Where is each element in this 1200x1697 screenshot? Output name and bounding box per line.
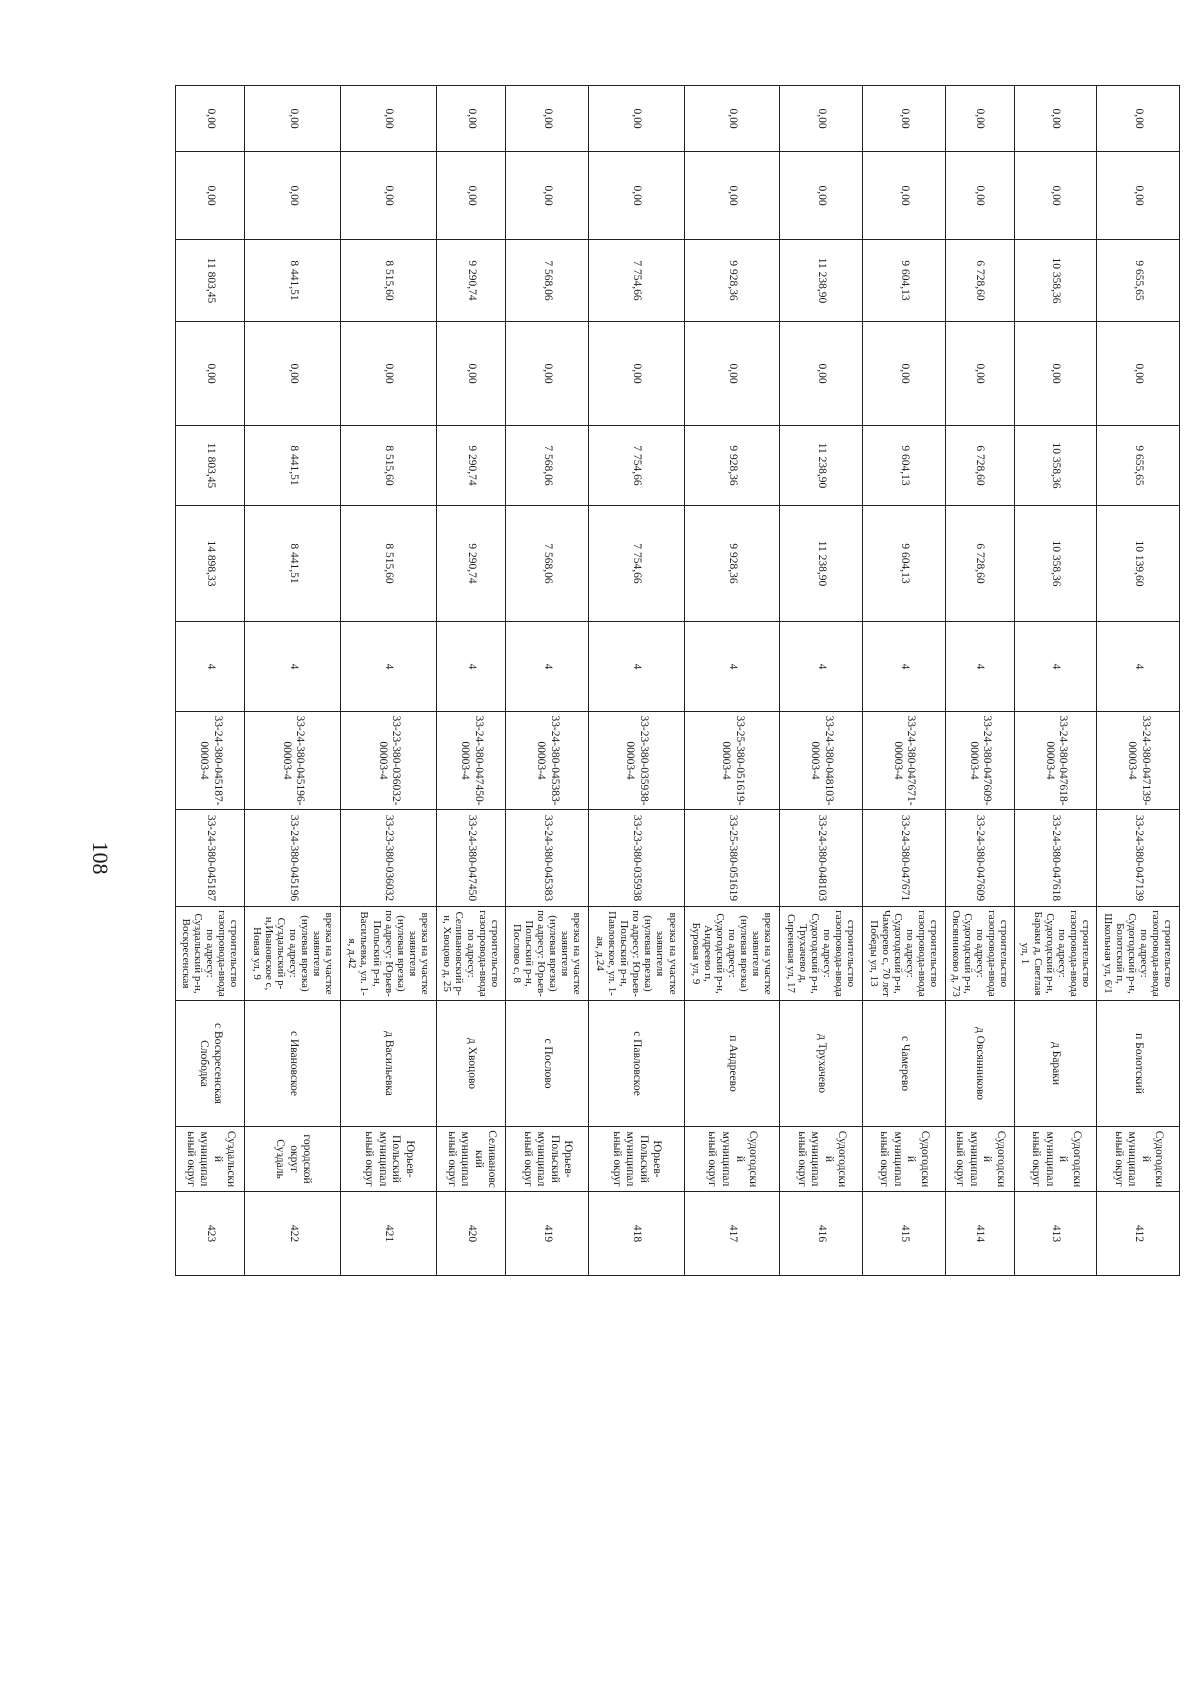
- description-cell: строительство газопровода-ввода по адресу: Селивановский р-н, Хвоцово д, 25: [436, 907, 505, 1001]
- locality-cell: п Болотский: [1097, 1001, 1180, 1127]
- value-cell-2: 11 238,90: [780, 426, 863, 506]
- district-cell: городской округ Суздаль: [245, 1127, 341, 1192]
- locality-cell: д Бараки: [1014, 1001, 1097, 1127]
- value-cell-4: 9 604,13: [862, 240, 945, 322]
- application-code-cell: 33-24-380-047450: [436, 810, 505, 907]
- value-cell-6: 0,00: [862, 86, 945, 152]
- row-number-cell: 420: [436, 1192, 505, 1276]
- value-cell-4: 7 568,06: [506, 240, 589, 322]
- description-cell: врезка на участке заявителя (нулевая врезка) по адресу: Юрьев-Польский р-н, Пословo с, 8: [506, 907, 589, 1001]
- locality-cell: д Васильевка: [341, 1001, 437, 1127]
- row-number-cell: 416: [780, 1192, 863, 1276]
- table-row: [684, 86, 780, 1276]
- value-cell-4: 9 928,36: [684, 240, 780, 322]
- value-cell-1: 8 441,51: [245, 506, 341, 622]
- locality-cell: с Павловское: [588, 1001, 684, 1127]
- value-cell-1: 7 568,06: [506, 506, 589, 622]
- value-cell-6: 0,00: [945, 86, 1014, 152]
- table-row: [945, 86, 1014, 1276]
- value-cell-1: 9 604,13: [862, 506, 945, 622]
- locality-cell: с Ивановское: [245, 1001, 341, 1127]
- locality-cell: с Пословo: [506, 1001, 589, 1127]
- value-cell-3: 0,00: [780, 322, 863, 426]
- row-number-cell: 415: [862, 1192, 945, 1276]
- locality-cell: д Трухачево: [780, 1001, 863, 1127]
- value-cell-2: 8 515,60: [341, 426, 437, 506]
- value-cell-6: 0,00: [1014, 86, 1097, 152]
- locality-cell: д Хвоцово: [436, 1001, 505, 1127]
- contract-number-cell: 33-23-380-035938-00003-4: [588, 712, 684, 810]
- value-cell-3: 0,00: [436, 322, 505, 426]
- contract-number-cell: 33-24-380-045187-00003-4: [176, 712, 245, 810]
- category-cell: 4: [341, 622, 437, 712]
- value-cell-6: 0,00: [506, 86, 589, 152]
- value-cell-5: 0,00: [245, 152, 341, 240]
- description-cell: строительство газопровода-ввода по адресу: Судогодский р-н, Овсянниково д, 73: [945, 907, 1014, 1001]
- table-row: [436, 86, 505, 1276]
- description-cell: строительство газопровода-ввода по адресу: Судогодский р-н, Болотский п, Школьная ул, 6/1: [1097, 907, 1180, 1001]
- locality-cell: с Чамерево: [862, 1001, 945, 1127]
- value-cell-6: 0,00: [1097, 86, 1180, 152]
- value-cell-6: 0,00: [341, 86, 437, 152]
- application-code-cell: 33-24-380-047671: [862, 810, 945, 907]
- contract-number-cell: 33-24-380-045383-00003-4: [506, 712, 589, 810]
- value-cell-5: 0,00: [945, 152, 1014, 240]
- category-cell: 4: [945, 622, 1014, 712]
- value-cell-3: 0,00: [506, 322, 589, 426]
- value-cell-2: 7 568,06: [506, 426, 589, 506]
- value-cell-1: 10 139,60: [1097, 506, 1180, 622]
- category-cell: 4: [1097, 622, 1180, 712]
- district-cell: Суздальский муниципальный округ: [176, 1127, 245, 1192]
- table-row: [588, 86, 684, 1276]
- contract-number-cell: 33-24-380-047450-00003-4: [436, 712, 505, 810]
- district-cell: Юрьев-Польский муниципальный округ: [588, 1127, 684, 1192]
- value-cell-6: 0,00: [684, 86, 780, 152]
- value-cell-4: 11 238,90: [780, 240, 863, 322]
- value-cell-6: 0,00: [176, 86, 245, 152]
- row-number-cell: 421: [341, 1192, 437, 1276]
- description-cell: врезка на участке заявителя (нулевая врезка) по адресу: Юрьев-Польский р-н, Васильевка, ул. 1-я, д.42: [341, 907, 437, 1001]
- value-cell-3: 0,00: [1097, 322, 1180, 426]
- category-cell: 4: [780, 622, 863, 712]
- contract-number-cell: 33-23-380-036032-00003-4: [341, 712, 437, 810]
- row-number-cell: 419: [506, 1192, 589, 1276]
- contract-number-cell: 33-24-380-047671-00003-4: [862, 712, 945, 810]
- value-cell-4: 6 728,60: [945, 240, 1014, 322]
- row-number-cell: 422: [245, 1192, 341, 1276]
- table-row: [780, 86, 863, 1276]
- category-cell: 4: [862, 622, 945, 712]
- value-cell-1: 11 238,90: [780, 506, 863, 622]
- table-row: [245, 86, 341, 1276]
- value-cell-1: 7 754,66: [588, 506, 684, 622]
- value-cell-6: 0,00: [436, 86, 505, 152]
- value-cell-4: 10 358,36: [1014, 240, 1097, 322]
- value-cell-2: 9 290,74: [436, 426, 505, 506]
- value-cell-1: 14 898,33: [176, 506, 245, 622]
- data-table: [175, 85, 1180, 1276]
- district-cell: Судогодский муниципальный округ: [945, 1127, 1014, 1192]
- value-cell-4: 9 290,74: [436, 240, 505, 322]
- value-cell-4: 11 803,45: [176, 240, 245, 322]
- application-code-cell: 33-24-380-047618: [1014, 810, 1097, 907]
- row-number-cell: 417: [684, 1192, 780, 1276]
- locality-cell: п Андреево: [684, 1001, 780, 1127]
- description-cell: строительство газопровода-ввода по адресу: Судогодский р-н, Трухачево д, Сиреневая ул, 17: [780, 907, 863, 1001]
- value-cell-5: 0,00: [588, 152, 684, 240]
- contract-number-cell: 33-24-380-047618-00003-4: [1014, 712, 1097, 810]
- category-cell: 4: [588, 622, 684, 712]
- category-cell: 4: [176, 622, 245, 712]
- locality-cell: с Воскресенская Слободка: [176, 1001, 245, 1127]
- rotated-table-container: [175, 85, 1180, 1243]
- value-cell-1: 10 358,36: [1014, 506, 1097, 622]
- value-cell-4: 7 754,66: [588, 240, 684, 322]
- district-cell: Судогодский муниципальный округ: [1097, 1127, 1180, 1192]
- value-cell-4: 8 515,60: [341, 240, 437, 322]
- value-cell-3: 0,00: [245, 322, 341, 426]
- value-cell-5: 0,00: [1097, 152, 1180, 240]
- district-cell: Юрьев-Польский муниципальный округ: [341, 1127, 437, 1192]
- description-cell: врезка на участке заявителя (нулевая врезка) по адресу: Судогодский р-н, Андреево п, Буровая ул, 9: [684, 907, 780, 1001]
- application-code-cell: 33-23-380-036032: [341, 810, 437, 907]
- value-cell-3: 0,00: [341, 322, 437, 426]
- value-cell-1: 9 290,74: [436, 506, 505, 622]
- description-cell: строительство газопровода-ввода по адресу: Судогодский р-н, Бараки д, Светлая ул, 1: [1014, 907, 1097, 1001]
- contract-number-cell: 33-24-380-045196-00003-4: [245, 712, 341, 810]
- table-row: [506, 86, 589, 1276]
- value-cell-2: 10 358,36: [1014, 426, 1097, 506]
- table-row: [862, 86, 945, 1276]
- table-row: [1014, 86, 1097, 1276]
- value-cell-1: 8 515,60: [341, 506, 437, 622]
- value-cell-3: 0,00: [684, 322, 780, 426]
- value-cell-2: 11 803,45: [176, 426, 245, 506]
- value-cell-2: 6 728,60: [945, 426, 1014, 506]
- district-cell: Юрьев-Польский муниципальный округ: [506, 1127, 589, 1192]
- value-cell-5: 0,00: [862, 152, 945, 240]
- application-code-cell: 33-25-380-051619: [684, 810, 780, 907]
- application-code-cell: 33-24-380-045383: [506, 810, 589, 907]
- category-cell: 4: [1014, 622, 1097, 712]
- value-cell-1: 9 928,36: [684, 506, 780, 622]
- district-cell: Судогодский муниципальный округ: [780, 1127, 863, 1192]
- description-cell: врезка на участке заявителя (нулевая врезка) по адресу: Юрьев-Польский р-н, Павловское, ул. 1-ая, д.24: [588, 907, 684, 1001]
- row-number-cell: 423: [176, 1192, 245, 1276]
- value-cell-3: 0,00: [1014, 322, 1097, 426]
- value-cell-5: 0,00: [1014, 152, 1097, 240]
- locality-cell: д Овсянниково: [945, 1001, 1014, 1127]
- application-code-cell: 33-24-380-045187: [176, 810, 245, 907]
- district-cell: Судогодский муниципальный округ: [862, 1127, 945, 1192]
- application-code-cell: 33-24-380-047139: [1097, 810, 1180, 907]
- value-cell-3: 0,00: [945, 322, 1014, 426]
- value-cell-2: 8 441,51: [245, 426, 341, 506]
- value-cell-3: 0,00: [588, 322, 684, 426]
- contract-number-cell: 33-24-380-047609-00003-4: [945, 712, 1014, 810]
- contract-number-cell: 33-24-380-047139-00003-4: [1097, 712, 1180, 810]
- category-cell: 4: [245, 622, 341, 712]
- value-cell-6: 0,00: [588, 86, 684, 152]
- category-cell: 4: [684, 622, 780, 712]
- category-cell: 4: [436, 622, 505, 712]
- value-cell-3: 0,00: [176, 322, 245, 426]
- application-code-cell: 33-24-380-048103: [780, 810, 863, 907]
- page-number: 108: [88, 841, 113, 875]
- table-row: [1097, 86, 1180, 1276]
- district-cell: Судогодский муниципальный округ: [1014, 1127, 1097, 1192]
- value-cell-2: 9 655,65: [1097, 426, 1180, 506]
- application-code-cell: 33-24-380-047609: [945, 810, 1014, 907]
- district-cell: Селивановский муниципальный округ: [436, 1127, 505, 1192]
- value-cell-6: 0,00: [780, 86, 863, 152]
- value-cell-4: 8 441,51: [245, 240, 341, 322]
- description-cell: строительство газопровода-ввода по адресу: Судогодский р-н, Чамерево с, 70 лет Победы ул, 13: [862, 907, 945, 1001]
- value-cell-5: 0,00: [684, 152, 780, 240]
- table-row: [341, 86, 437, 1276]
- description-cell: строительство газопровода-ввода по адресу: Суздальский р-н, Воскресенская: [176, 907, 245, 1001]
- value-cell-2: 9 604,13: [862, 426, 945, 506]
- row-number-cell: 412: [1097, 1192, 1180, 1276]
- value-cell-2: 9 928,36: [684, 426, 780, 506]
- value-cell-5: 0,00: [436, 152, 505, 240]
- value-cell-5: 0,00: [506, 152, 589, 240]
- value-cell-5: 0,00: [176, 152, 245, 240]
- row-number-cell: 413: [1014, 1192, 1097, 1276]
- application-code-cell: 33-24-380-045196: [245, 810, 341, 907]
- value-cell-3: 0,00: [862, 322, 945, 426]
- description-cell: врезка на участке заявителя (нулевая врезка) по адресу: Суздальский р-н,Ивановское с, Новая ул, 9: [245, 907, 341, 1001]
- category-cell: 4: [506, 622, 589, 712]
- district-cell: Судогодский муниципальный округ: [684, 1127, 780, 1192]
- row-number-cell: 414: [945, 1192, 1014, 1276]
- table-row: [176, 86, 245, 1276]
- contract-number-cell: 33-24-380-048103-00003-4: [780, 712, 863, 810]
- value-cell-6: 0,00: [245, 86, 341, 152]
- contract-number-cell: 33-25-380-051619-00003-4: [684, 712, 780, 810]
- value-cell-2: 7 754,66: [588, 426, 684, 506]
- value-cell-1: 6 728,60: [945, 506, 1014, 622]
- row-number-cell: 418: [588, 1192, 684, 1276]
- value-cell-5: 0,00: [341, 152, 437, 240]
- value-cell-5: 0,00: [780, 152, 863, 240]
- value-cell-4: 9 655,65: [1097, 240, 1180, 322]
- application-code-cell: 33-23-380-035938: [588, 810, 684, 907]
